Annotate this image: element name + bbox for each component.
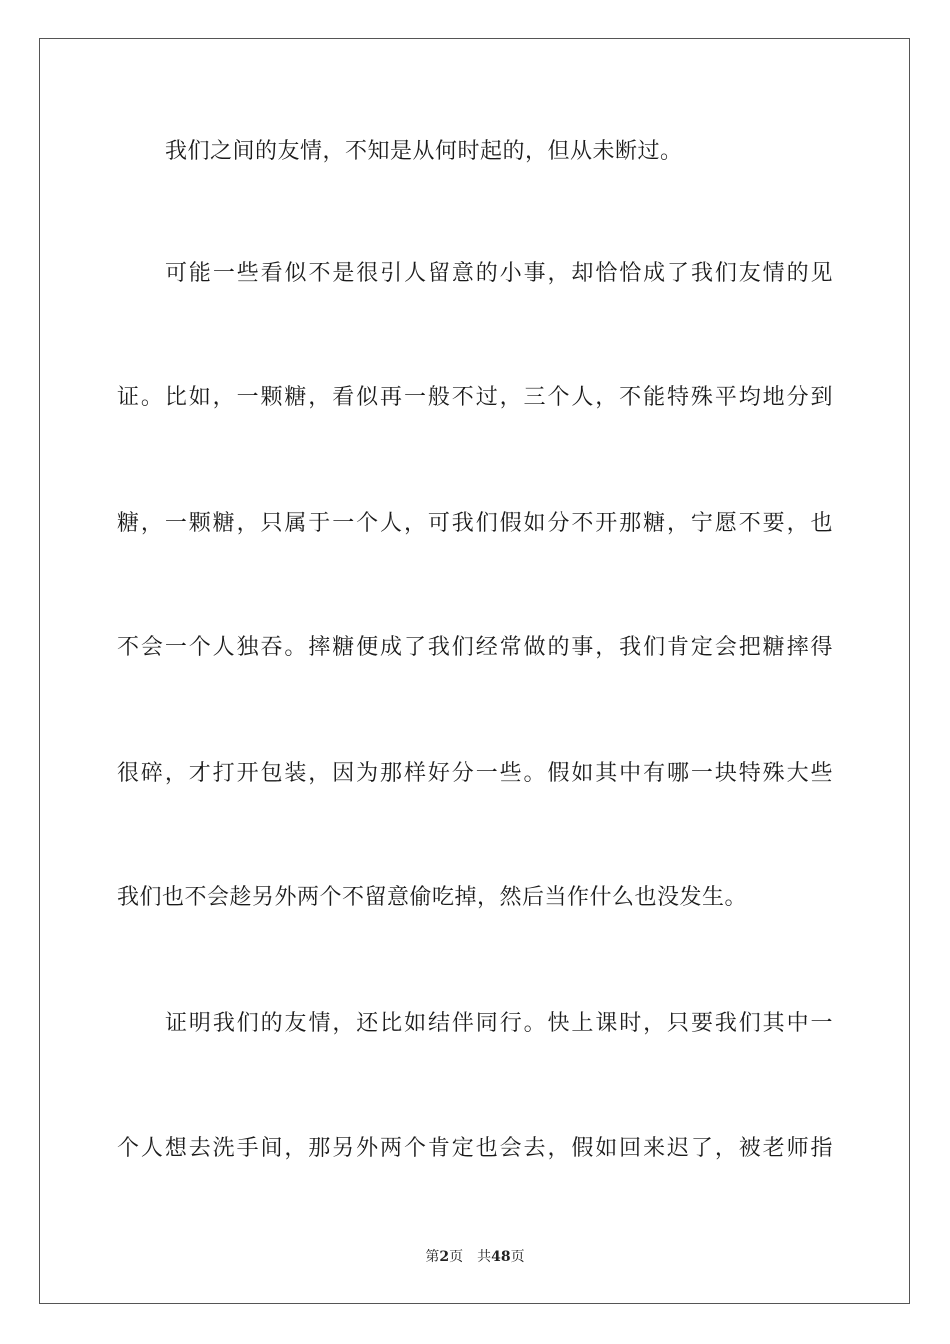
page-suffix: 页 bbox=[449, 1249, 464, 1265]
total-suffix: 页 bbox=[510, 1249, 525, 1265]
page-border bbox=[39, 38, 910, 1304]
text-line: 证。比如，一颗糖，看似再一般不过，三个人，不能特殊平均地分到 bbox=[117, 385, 833, 410]
page-footer bbox=[0, 1247, 950, 1267]
text-line: 个人想去洗手间，那另外两个肯定也会去，假如回来迟了，被老师指 bbox=[117, 1136, 833, 1161]
total-prefix: 共 bbox=[477, 1249, 492, 1265]
text-line: 可能一些看似不是很引人留意的小事，却恰恰成了我们友情的见 bbox=[165, 261, 833, 286]
text-line: 不会一个人独吞。摔糖便成了我们经常做的事，我们肯定会把糖摔得 bbox=[117, 635, 833, 660]
text-line: 糖，一颗糖，只属于一个人，可我们假如分不开那糖，宁愿不要，也 bbox=[117, 511, 833, 536]
page-prefix: 第 bbox=[425, 1249, 440, 1265]
text-line: 证明我们的友情，还比如结伴同行。快上课时，只要我们其中一 bbox=[165, 1011, 833, 1036]
total-pages: 48 bbox=[491, 1249, 511, 1265]
text-line: 很碎，才打开包装，因为那样好分一些。假如其中有哪一块特殊大些 bbox=[117, 761, 833, 786]
text-line: 我们之间的友情，不知是从何时起的，但从未断过。 bbox=[165, 139, 683, 164]
text-line: 我们也不会趁另外两个不留意偷吃掉，然后当作什么也没发生。 bbox=[117, 885, 748, 910]
page-number: 2 bbox=[439, 1249, 450, 1265]
